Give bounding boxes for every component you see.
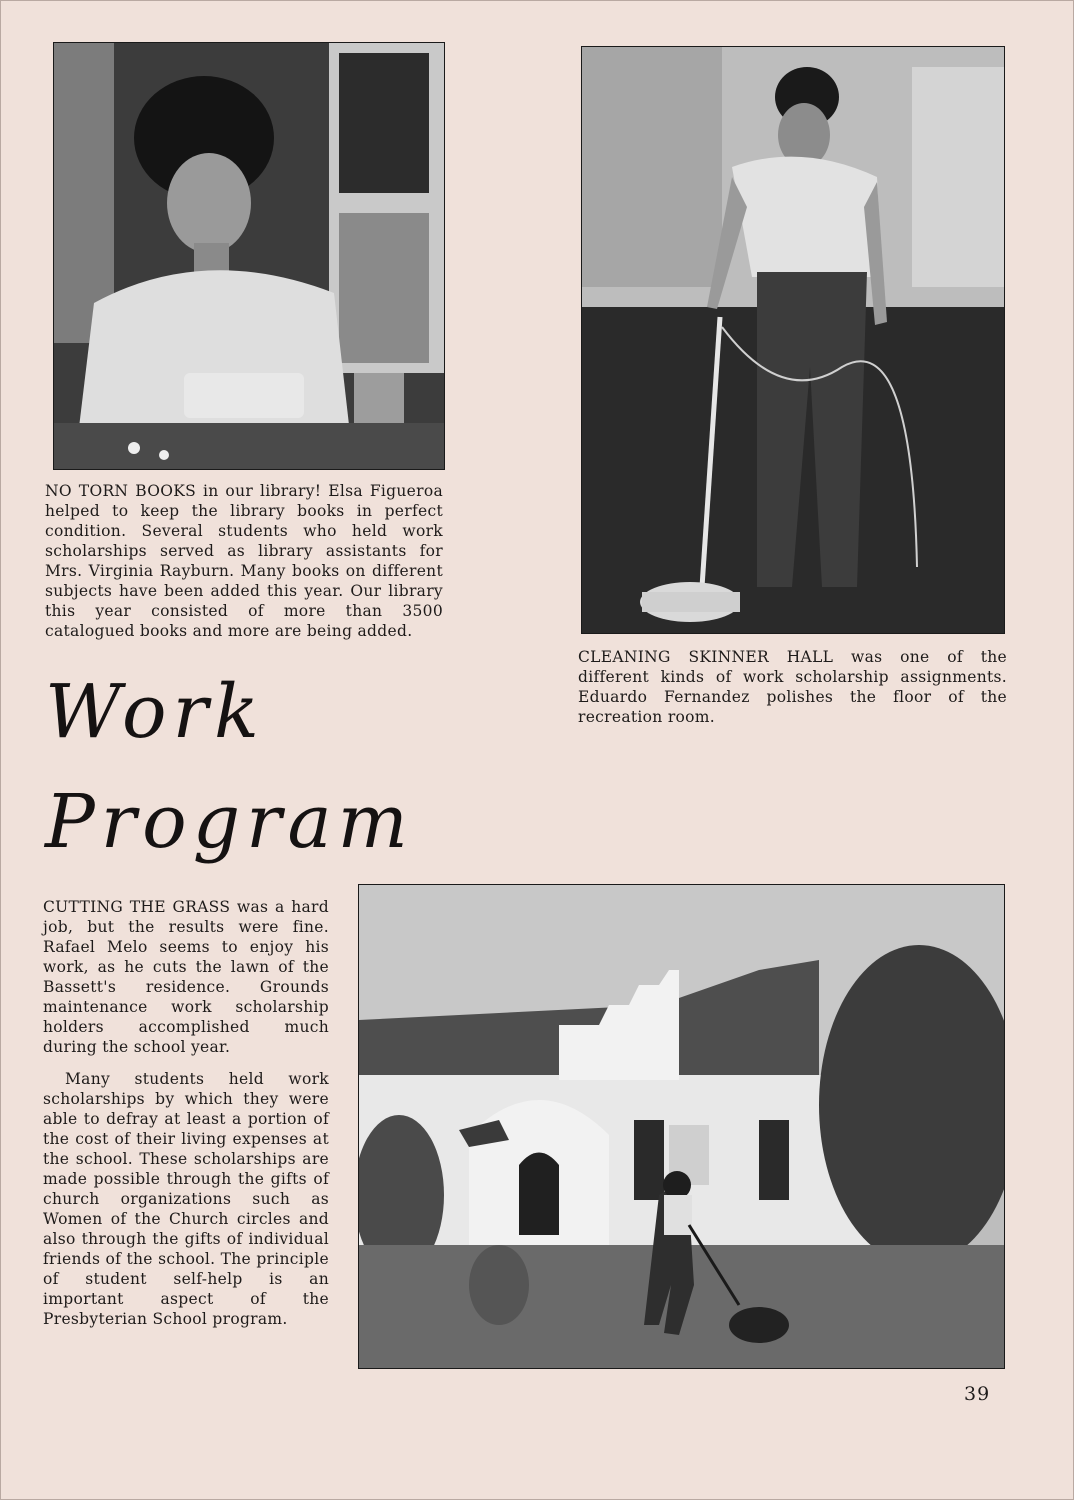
page-title-line-2: Program <box>45 779 414 865</box>
caption-grass-paragraph-1: CUTTING THE GRASS was a hard job, but the results were fine. Rafael Melo seems to enjoy his work, as he cuts the lawn of the Bassett's residence. Grounds maintenance work scholarship holders accomplished much during the school year. <box>43 898 329 1056</box>
page-number: 39 <box>964 1383 991 1405</box>
photo-library-student <box>53 42 445 470</box>
caption-grass <box>43 897 329 1329</box>
photo-floor-cleaning <box>581 46 1005 634</box>
caption-grass-paragraph-2: Many students held work scholarships by which they were able to defray at least a portion of the cost of their living expenses at the school. These scholarships are made possible through the gifts of church organizations such as Women of the Church circles and also through the gifts of individual friends of the school. The principle of student self-help is an important aspect of the Presbyterian School program. <box>43 1070 329 1328</box>
caption-library <box>45 481 443 641</box>
caption-library-text: NO TORN BOOKS in our library! Elsa Figueroa helped to keep the library books in perfect condition. Several students who held work scholarships served as library assistants for Mrs. Virginia Rayburn. Many books on different subjects have been added this year. Our library this year consisted of more than 3500 catalogued books and more are being added. <box>45 482 443 640</box>
photo-lawn-mowing <box>358 884 1005 1369</box>
caption-cleaning-text: CLEANING SKINNER HALL was one of the different kinds of work scholarship assignments. Eduardo Fernandez polishes the floor of the recreation room. <box>578 648 1007 726</box>
caption-cleaning <box>578 647 1007 727</box>
page-title-line-1: Work <box>45 669 265 755</box>
